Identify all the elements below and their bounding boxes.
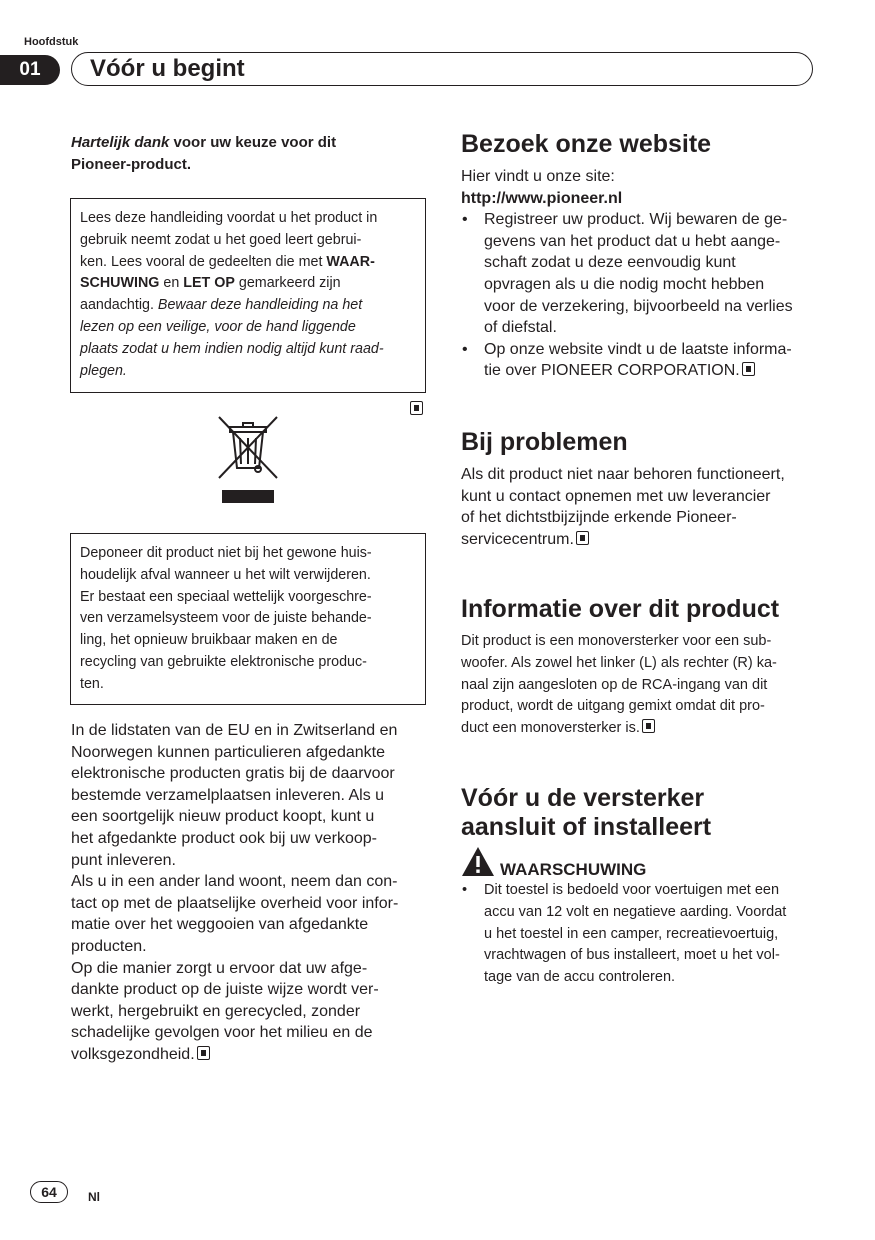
intro-italic: Hartelijk dank xyxy=(71,134,170,151)
end-mark-icon xyxy=(197,1046,210,1060)
website-section xyxy=(461,166,816,382)
warning-text xyxy=(461,880,816,989)
box2-line: Er bestaat een speciaal wettelijk voorgeschre- xyxy=(80,588,372,605)
end-mark-icon xyxy=(742,362,755,376)
para-line: schadelijke gevolgen voor het milieu en de xyxy=(71,1024,373,1042)
box1-italic: Bewaar deze handleiding na het xyxy=(157,297,363,314)
language-code: Nl xyxy=(88,1190,100,1204)
eu-disposal-paragraph xyxy=(71,720,426,1066)
para-line: producten. xyxy=(71,937,147,955)
website-url[interactable]: http://www.pioneer.nl xyxy=(461,189,623,207)
end-mark-icon xyxy=(576,531,589,545)
para-line: In de lidstaten van de EU en in Zwitserland en xyxy=(71,722,398,739)
disposal-notice-box xyxy=(70,533,426,705)
para-line: Noorwegen kunnen particulieren afgedankte xyxy=(71,743,385,761)
end-mark-icon xyxy=(642,719,655,733)
heading-problems: Bij problemen xyxy=(461,428,628,456)
website-intro: Hier vindt u onze site: xyxy=(461,168,615,185)
box1-line: Lees deze handleiding voordat u het product in xyxy=(80,210,378,226)
box2-line: ten. xyxy=(80,675,104,692)
para-line: bestemde verzamelplaatsen inleveren. Als u xyxy=(71,786,385,804)
para-line: matie over het weggooien van afgedankte xyxy=(71,916,369,934)
box2-line: ven verzamelsysteem voor de juiste behande- xyxy=(80,610,372,627)
box1-line: gebruik neemt zodat u het goed leert gebrui- xyxy=(80,231,362,248)
list-item: • Dit toestel is bedoeld voor voertuigen met een accu van 12 volt en negatieve aarding. Voordat u het toestel in een camper, recreatievoertuig, vrachtwagen of bus installeert, moet u het vol- tage van de accu controleren. xyxy=(461,880,816,989)
box2-line: ling, het opnieuw bruikbaar maken en de xyxy=(80,632,338,649)
box2-line: Deponeer dit product niet bij het gewone huis- xyxy=(80,545,372,561)
heading-before-install: Vóór u de versterker aansluit of installeert xyxy=(461,784,712,841)
box1-line: en xyxy=(159,275,184,292)
para-line: dankte product op de juiste wijze wordt ver- xyxy=(71,981,379,999)
problems-text: Als dit product niet naar behoren functioneert, kunt u contact opnemen met uw leverancier of het dichtstbijzijnde erkende Pioneer- servicecentrum. xyxy=(461,466,785,548)
box1-line: ken. Lees vooral de gedeelten die met xyxy=(80,253,327,270)
list-item: • Op onze website vindt u de laatste informa- tie over PIONEER CORPORATION. xyxy=(461,339,816,382)
para-line: een soortgelijk nieuw product koopt, kunt u xyxy=(71,808,375,826)
box1-italic: plaats zodat u hem indien nodig altijd kunt raad- xyxy=(80,340,384,357)
heading-website: Bezoek onze website xyxy=(461,130,712,158)
para-line: punt inleveren. xyxy=(71,851,176,869)
box2-line: houdelijk afval wanneer u het wilt verwijderen. xyxy=(80,566,371,583)
box1-line: gemarkeerd zijn xyxy=(234,275,341,292)
page-number: 64 xyxy=(30,1181,68,1203)
box1-bold-letop: LET OP xyxy=(183,275,235,292)
para-line: Op die manier zorgt u ervoor dat uw afge- xyxy=(71,959,368,977)
end-mark-icon xyxy=(410,401,423,415)
intro-rest: voor uw keuze voor dit xyxy=(169,134,337,151)
box1-line: aandachtig. xyxy=(80,297,158,314)
warning-label: WAARSCHUWING xyxy=(500,860,647,879)
heading-product-info: Informatie over dit product xyxy=(461,595,780,623)
box1-italic: plegen. xyxy=(80,362,127,379)
para-line: Als u in een ander land woont, neem dan con- xyxy=(71,873,398,891)
intro-text xyxy=(71,132,421,176)
para-line: volksgezondheid. xyxy=(71,1045,195,1063)
chapter-number: 01 xyxy=(0,55,60,85)
manual-notice-box xyxy=(70,198,426,393)
chapter-label: Hoofdstuk xyxy=(24,36,79,48)
list-item: • Registreer uw product. Wij bewaren de ge- gevens van het product dat u hebt aange- schaft zodat u deze eenvoudig kunt opvragen als u die nodig mocht hebben voor de verzekering, bijvoorbeeld na verlies of diefstal. xyxy=(461,209,816,339)
crossed-bin-icon xyxy=(216,414,280,506)
para-line: elektronische producten gratis bij de daarvoor xyxy=(71,765,395,783)
chapter-title: Vóór u begint xyxy=(90,55,245,82)
box1-bold-schuwing: SCHUWING xyxy=(80,275,160,292)
box2-line: recycling van gebruikte elektronische produc- xyxy=(80,653,367,670)
warning-triangle-icon xyxy=(461,846,495,877)
para-line: werkt, hergebruikt en gerecycled, zonder xyxy=(71,1002,361,1020)
product-info-text: Dit product is een monoversterker voor een sub- woofer. Als zowel het linker (L) als rechter (R) ka- naal zijn aangesloten op de RCA-ingang van dit product, wordt de uitgang gemixt omdat dit pro- duct een monoversterker is. xyxy=(461,633,777,737)
para-line: het afgedankte product ook bij uw verkoop- xyxy=(71,829,377,847)
intro-line2: Pioneer-product. xyxy=(71,156,192,173)
box1-bold-waar: WAAR- xyxy=(326,253,375,270)
box1-italic: lezen op een veilige, voor de hand liggende xyxy=(80,318,356,335)
para-line: tact op met de plaatselijke overheid voor infor- xyxy=(71,894,399,912)
